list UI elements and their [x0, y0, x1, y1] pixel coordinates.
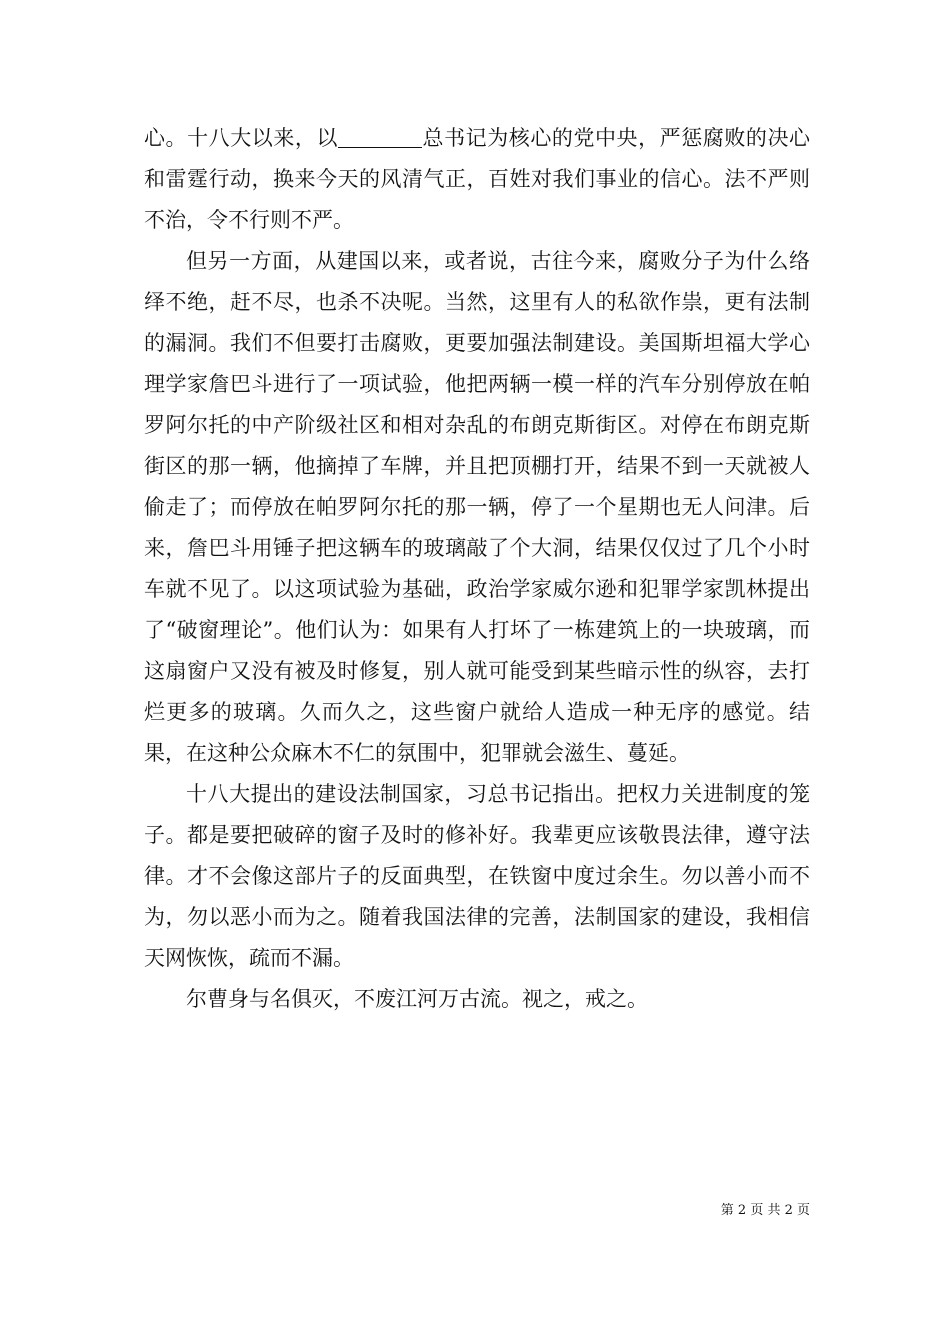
paragraph-4: 尔曹身与名俱灭，不废江河万古流。视之，戒之。 — [186, 987, 648, 1011]
paragraph-1 — [144, 118, 810, 241]
paragraph-3: 十八大提出的建设法制国家，习总书记指出。把权力关进制度的笼子。都是要把破碎的窗子及时的修补好。我辈更应该敬畏法律，遵守法律。才不会像这部片子的反面典型，在铁窗中度过余生。勿以善小而不为，勿以恶小而为之。随着我国法律的完善，法制国家的建设，我相信天网恢恢，疏而不漏。 — [144, 782, 810, 970]
document-body — [144, 118, 810, 1020]
paragraph-2: 但另一方面，从建国以来，或者说，古往今来，腐败分子为什么络绎不绝，赶不尽，也杀不决呢。当然，这里有人的私欲作祟，更有法制的漏洞。我们不但要打击腐败，更要加强法制建设。美国斯坦福大学心理学家詹巴斗进行了一项试验，他把两辆一模一样的汽车分别停放在帕罗阿尔托的中产阶级社区和相对杂乱的布朗克斯街区。对停在布朗克斯街区的那一辆，他摘掉了车牌，并且把顶棚打开，结果不到一天就被人偷走了；而停放在帕罗阿尔托的那一辆，停了一个星期也无人问津。后来，詹巴斗用锤子把这辆车的玻璃敲了个大洞，结果仅仅过了几个小时车就不见了。以这项试验为基础，政治学家威尔逊和犯罪学家凯林提出了“破窗理论”。他们认为：如果有人打坏了一栋建筑上的一块玻璃，而这扇窗户又没有被及时修复，别人就可能受到某些暗示性的纵容，去打烂更多的玻璃。久而久之，这些窗户就给人造成一种无序的感觉。结果，在这种公众麻木不仁的氛围中，犯罪就会滋生、蔓延。 — [144, 249, 810, 765]
paragraph-1-after-blank: 总书记为核心的党中央，严惩腐败的决心和雷霆行动，换来今天的风清气正，百姓对我们事业的信心。法不严则不治，令不行则不严。 — [144, 126, 810, 232]
fill-in-blank — [338, 126, 422, 148]
paragraph-1-before-blank: 心。十八大以来，以 — [144, 126, 338, 150]
page-number-footer: 第 2 页 共 2 页 — [720, 1203, 810, 1218]
